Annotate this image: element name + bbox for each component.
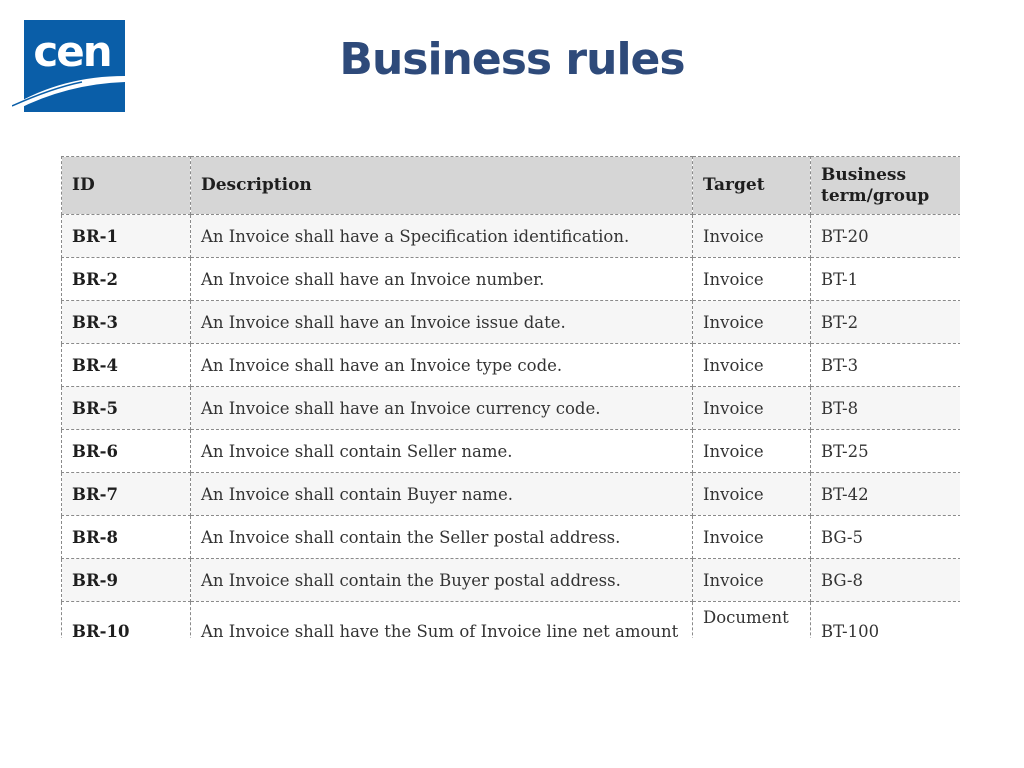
column-header-business-term-line2: term/group: [821, 185, 930, 206]
rule-description-cell: An Invoice shall have an Invoice type code.: [191, 344, 693, 387]
rule-id-cell: BR-3: [62, 301, 191, 344]
table-row: [62, 602, 961, 639]
rule-id-cell: BR-8: [62, 516, 191, 559]
rule-target-cell: Invoice: [693, 473, 811, 516]
rule-description-cell: An Invoice shall have an Invoice number.: [191, 258, 693, 301]
rule-description-cell: An Invoice shall have a Specification identification.: [191, 215, 693, 258]
rule-id-cell: BR-4: [62, 344, 191, 387]
table-row: [62, 516, 961, 559]
business-rules-table-container: [61, 156, 960, 638]
rule-description-cell: An Invoice shall contain Seller name.: [191, 430, 693, 473]
rule-term-cell: BG-5: [811, 516, 961, 559]
rule-target-cell: Invoice: [693, 559, 811, 602]
column-header-business-term-line1: Business: [821, 164, 907, 185]
column-header-id: ID: [62, 157, 191, 215]
rule-id-cell: BR-9: [62, 559, 191, 602]
rule-description-cell: An Invoice shall contain Buyer name.: [191, 473, 693, 516]
rule-id-cell: BR-1: [62, 215, 191, 258]
table-row: [62, 559, 961, 602]
rule-target-cell: Invoice: [693, 258, 811, 301]
rule-description-cell: An Invoice shall contain the Seller postal address.: [191, 516, 693, 559]
rule-id-cell: BR-7: [62, 473, 191, 516]
rule-term-cell: BT-42: [811, 473, 961, 516]
rule-target-cell: Invoice: [693, 516, 811, 559]
table-row: [62, 387, 961, 430]
rule-id-cell: BR-10: [62, 602, 191, 639]
logo-text: cen: [33, 27, 111, 76]
rule-id-cell: BR-5: [62, 387, 191, 430]
rule-description-cell: An Invoice shall contain the Buyer postal address.: [191, 559, 693, 602]
rule-target-cell: Invoice: [693, 301, 811, 344]
rule-target-cell: Document: [693, 602, 811, 639]
rule-target-cell: Invoice: [693, 387, 811, 430]
rule-term-cell: BT-8: [811, 387, 961, 430]
column-header-target: Target: [693, 157, 811, 215]
rule-term-cell: BT-100: [811, 602, 961, 639]
rule-description-cell: An Invoice shall have an Invoice currency code.: [191, 387, 693, 430]
table-row: [62, 215, 961, 258]
rule-target-cell: Invoice: [693, 430, 811, 473]
table-row: [62, 430, 961, 473]
rule-term-cell: BT-1: [811, 258, 961, 301]
table-row: [62, 301, 961, 344]
rule-term-cell: BT-3: [811, 344, 961, 387]
business-rules-table: [61, 156, 960, 638]
table-row: [62, 473, 961, 516]
table-header-row: [62, 157, 961, 215]
column-header-business-term: [811, 157, 961, 215]
rule-term-cell: BT-25: [811, 430, 961, 473]
rule-description-cell: An Invoice shall have an Invoice issue date.: [191, 301, 693, 344]
rule-description-cell: An Invoice shall have the Sum of Invoice line net amount: [191, 602, 693, 639]
rule-target-cell: Invoice: [693, 215, 811, 258]
rule-target-cell: Invoice: [693, 344, 811, 387]
rule-term-cell: BT-20: [811, 215, 961, 258]
rule-id-cell: BR-6: [62, 430, 191, 473]
column-header-description: Description: [191, 157, 693, 215]
table-row: [62, 258, 961, 301]
rule-term-cell: BT-2: [811, 301, 961, 344]
rule-term-cell: BG-8: [811, 559, 961, 602]
table-row: [62, 344, 961, 387]
rule-id-cell: BR-2: [62, 258, 191, 301]
page-title: Business rules: [339, 34, 685, 85]
